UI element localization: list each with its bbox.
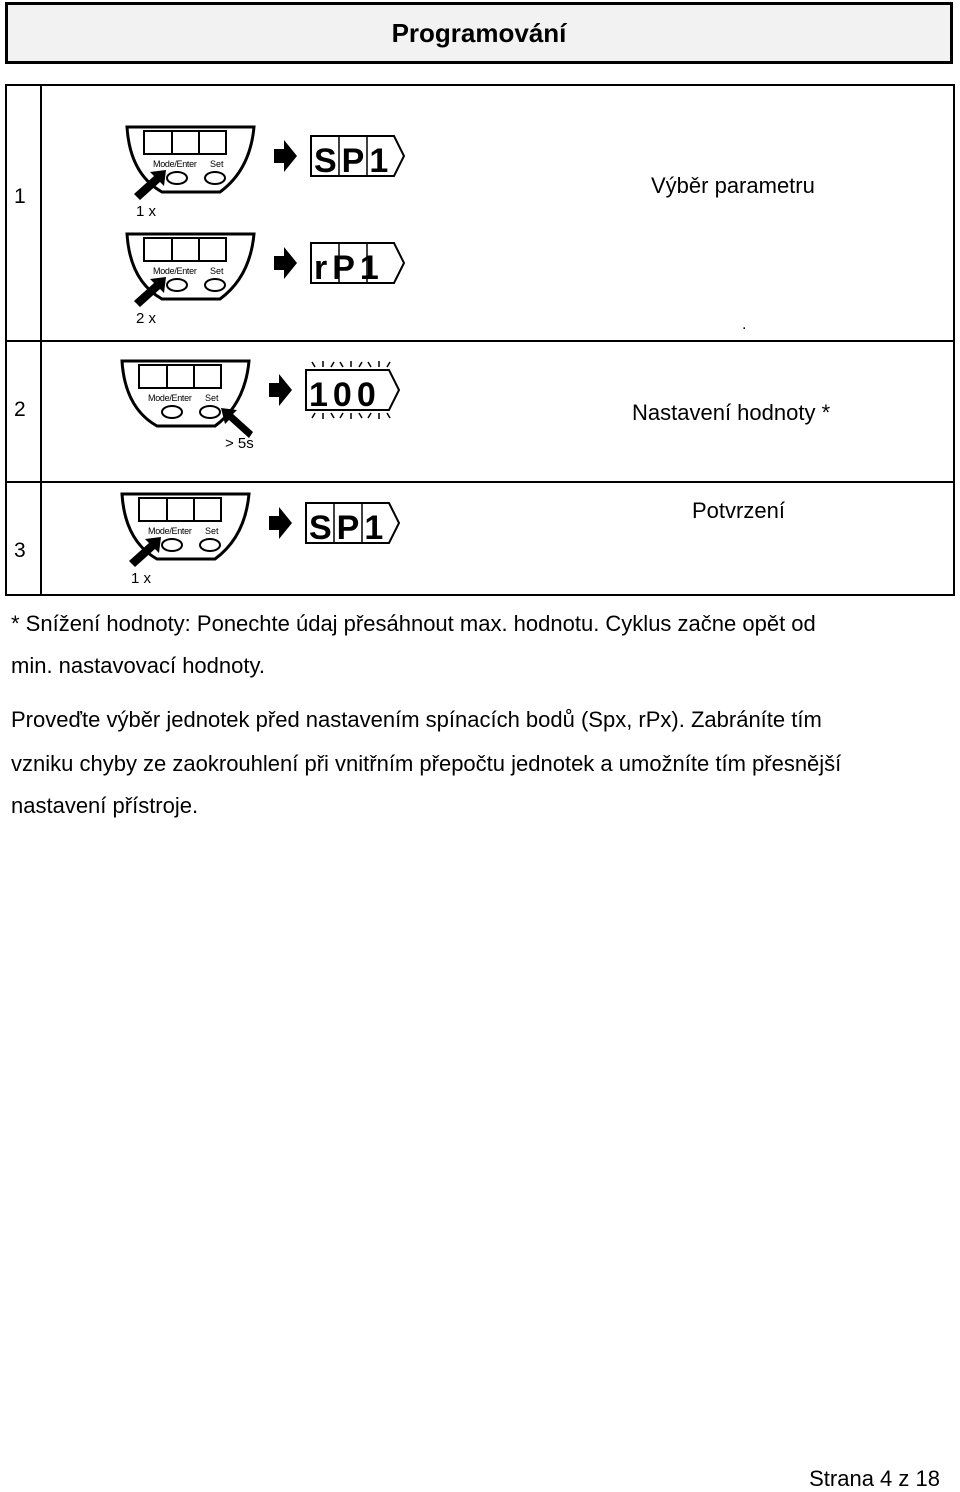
press-count: 1 x — [131, 570, 152, 587]
device-display-window — [144, 131, 226, 154]
device-panel-figure — [117, 489, 417, 589]
step-description: Potvrzení — [692, 498, 785, 523]
set-label: Set — [205, 393, 219, 403]
device-display-window — [139, 498, 221, 521]
result-arrow-icon — [269, 374, 292, 406]
footnote-line: min. nastavovací hodnoty. — [11, 653, 265, 678]
step-number: 3 — [14, 539, 26, 562]
device-panel-figure — [122, 122, 412, 222]
set-label: Set — [210, 159, 224, 169]
set-button — [200, 406, 220, 418]
steps-table — [5, 84, 955, 596]
lcd-readout: 100 — [309, 376, 381, 414]
result-arrow-icon — [274, 247, 297, 279]
mode-enter-label: Mode/Enter — [148, 393, 192, 403]
device-panel-figure — [122, 229, 412, 329]
step-description: Výběr parametru — [651, 173, 815, 198]
page-title: Programování — [391, 17, 567, 48]
press-count: 1 x — [136, 203, 157, 220]
step-number-cell — [7, 342, 42, 481]
device-display-window — [139, 365, 221, 388]
set-button — [200, 539, 220, 551]
press-count: 2 x — [136, 310, 157, 327]
result-arrow-icon — [269, 507, 292, 539]
lcd-readout: SP1 — [309, 509, 389, 547]
step-row-3 — [7, 483, 953, 594]
mode-enter-button — [162, 406, 182, 418]
set-label: Set — [205, 526, 219, 536]
step-number: 1 — [14, 185, 26, 208]
press-arrow-icon — [221, 408, 253, 438]
trailing-mark: . — [742, 316, 747, 333]
mode-enter-label: Mode/Enter — [153, 159, 197, 169]
step-number-cell — [7, 86, 42, 340]
mode-enter-button — [167, 279, 187, 291]
footnote-line: * Snížení hodnoty: Ponechte údaj přesáhnout max. hodnotu. Cyklus začne opět od — [11, 611, 816, 636]
set-button — [205, 279, 225, 291]
paragraph-line: nastavení přístroje. — [11, 793, 199, 818]
result-arrow-icon — [274, 140, 297, 172]
step-row-2 — [7, 342, 953, 483]
paragraph-line: Proveďte výběr jednotek před nastavením spínacích bodů (Spx, rPx). Zabráníte tím — [11, 707, 822, 732]
step-number-cell — [7, 483, 42, 594]
page-title-box — [5, 2, 953, 64]
step-row-1 — [7, 86, 953, 342]
press-duration: > 5s — [225, 435, 254, 452]
device-display-window — [144, 238, 226, 261]
page-number: Strana 4 z 18 — [809, 1466, 940, 1491]
set-button — [205, 172, 225, 184]
paragraph-line: vzniku chyby ze zaokrouhlení při vnitřním přepočtu jednotek a umožníte tím přesnější — [11, 751, 842, 776]
lcd-readout: rP1 — [314, 249, 384, 287]
mode-enter-label: Mode/Enter — [153, 266, 197, 276]
step-description: Nastavení hodnoty * — [632, 400, 831, 425]
set-label: Set — [210, 266, 224, 276]
lcd-readout: SP1 — [314, 142, 394, 180]
mode-enter-button — [167, 172, 187, 184]
device-panel-figure — [117, 356, 417, 466]
mode-enter-button — [162, 539, 182, 551]
mode-enter-label: Mode/Enter — [148, 526, 192, 536]
step-number: 2 — [14, 398, 26, 421]
